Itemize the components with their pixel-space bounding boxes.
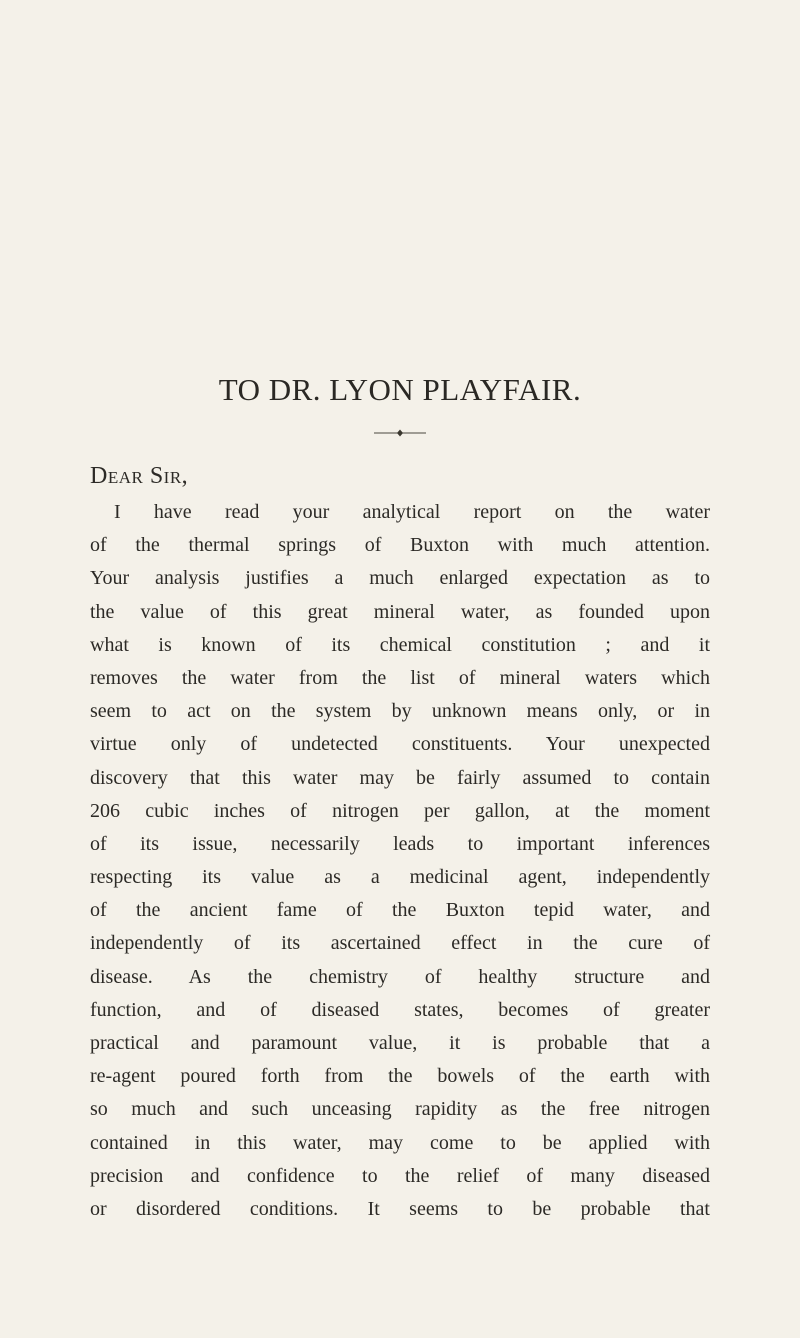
text-line: seem to act on the system by unknown means only, or in	[90, 700, 710, 723]
text-line: virtue only of undetected constituents. Your unexpected	[90, 733, 710, 756]
text-line: independently of its ascertained effect in the cure of	[90, 932, 710, 955]
text-line: Your analysis justifies a much enlarged expectation as to	[90, 567, 710, 590]
letter-heading: TO DR. LYON PLAYFAIR.	[218, 372, 582, 407]
text-line: discovery that this water may be fairly assumed to contain	[90, 766, 710, 789]
letter-body	[90, 496, 710, 1226]
text-line: of its issue, necessarily leads to important inferences	[90, 832, 710, 855]
text-line: practical and paramount value, it is probable that a	[90, 1032, 710, 1054]
text-line: disease. As the chemistry of healthy structure and	[90, 965, 710, 988]
ornamental-rule	[370, 428, 430, 438]
text-line: removes the water from the list of mineral waters which	[90, 666, 710, 689]
text-line: 206 cubic inches of nitrogen per gallon, at the moment	[90, 799, 710, 822]
text-line: contained in this water, may come to be applied with	[90, 1131, 710, 1154]
text-line: or disordered conditions. It seems to be probable that	[90, 1197, 710, 1220]
text-line: the value of this great mineral water, as founded upon	[90, 600, 710, 623]
text-line: I have read your analytical report on the water	[114, 501, 710, 523]
text-line: re-agent poured forth from the bowels of the earth with	[90, 1065, 710, 1088]
text-line: function, and of diseased states, becomes of greater	[90, 998, 710, 1021]
text-line: what is known of its chemical constitution ; and it	[90, 633, 710, 656]
text-line: so much and such unceasing rapidity as the free nitrogen	[90, 1098, 710, 1121]
text-line: of the thermal springs of Buxton with much attention.	[90, 534, 710, 557]
text-line: of the ancient fame of the Buxton tepid water, and	[90, 899, 710, 922]
text-line: precision and confidence to the relief of many diseased	[90, 1164, 710, 1187]
text-line: respecting its value as a medicinal agent, independently	[90, 866, 710, 889]
salutation: Dear Sir,	[90, 463, 189, 489]
